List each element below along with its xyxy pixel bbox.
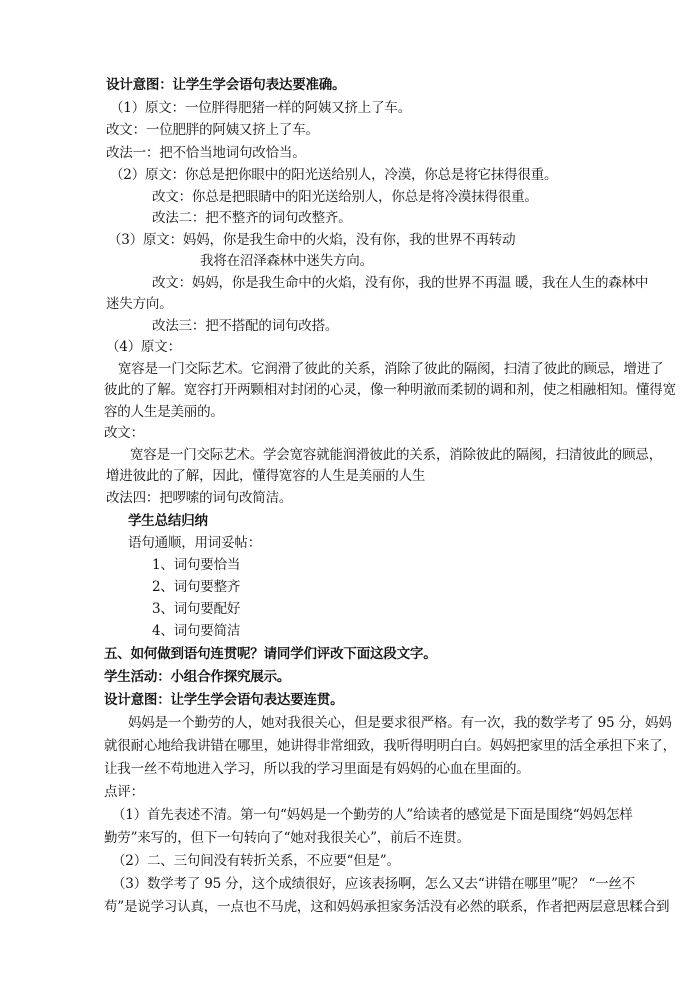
comment-1-l1: （1）首先表述不清。第一句“妈妈是一个勤劳的人”给读者的感觉是下面是围绕“妈妈怎样: [112, 807, 633, 823]
example-4-original-l2: 彼此的了解。宽容打开两颗相对封闭的心灵，像一种明澈而柔韧的调和剂，使之相融相知。懂得宽: [104, 382, 676, 398]
example-4-original-l1: 宽容是一门交际艺术。它润滑了彼此的关系，消除了彼此的隔阂，扫清了彼此的顾忌，增进了: [118, 361, 664, 377]
method-4: 改法四：把啰嗦的词句改简洁。: [106, 490, 293, 506]
comment-3-l2: 苟”是说学习认真，一点也不马虎，这和妈妈承担家务活没有必然的联系，作者把两层意思糅合到: [104, 899, 670, 915]
method-2: 改法二：把不整齐的词句改整齐。: [152, 210, 352, 226]
comment-3-l1: （3）数学考了 95 分，这个成绩很好，应该表扬啊，怎么又去“讲错在哪里”呢？ “一丝不: [112, 876, 636, 892]
comment-2: （2）二、三句间没有转折关系，不应要“但是”。: [112, 853, 400, 869]
summary-intro: 语句通顺，用词妥帖：: [128, 535, 261, 551]
design-intent-heading-2: 设计意图：让学生学会语句表达要连贯。: [104, 692, 344, 708]
example-4-revised-label: 改文：: [104, 425, 144, 441]
example-4-original-label: （4）原文：: [106, 339, 181, 355]
example-2-original: （2）原文：你总是把你眼中的阳光送给别人，冷漠，你总是将它抹得很重。: [110, 167, 558, 183]
passage-l1: 妈妈是一个勤劳的人，她对我很关心，但是要求很严格。有一次，我的数学考了 95 分，妈妈: [128, 715, 672, 731]
example-4-revised-l1: 宽容是一门交际艺术。学会宽容就能润滑彼此的关系，消除彼此的隔阂，扫清彼此的顾忌，: [130, 447, 662, 463]
passage-l3: 让我一丝不苟地进入学习，所以我的学习里面是有妈妈的心血在里面的。: [104, 761, 530, 777]
method-3: 改法三：把不搭配的词句改搭。: [152, 318, 339, 334]
summary-heading: 学生总结归纳: [128, 513, 208, 529]
comment-1-l2: 勤劳”来写的，但下一句转向了“她对我很关心”，前后不连贯。: [104, 830, 470, 846]
summary-item-3: 3、词句要配好: [152, 601, 241, 617]
example-4-revised-l2: 增进彼此的了解，因此，懂得宽容的人生是美丽的人生: [106, 468, 426, 484]
passage-l2: 就很耐心地给我讲错在哪里，她讲得非常细致，我听得明明白白。妈妈把家里的活全承担下来了，: [104, 738, 676, 754]
comment-label: 点评：: [104, 784, 144, 800]
example-1-original: （1）原文：一位胖得肥猪一样的阿姨又挤上了车。: [110, 100, 411, 116]
summary-item-4: 4、词句要简洁: [152, 623, 241, 639]
section-5-heading: 五、如何做到语句连贯呢？请同学们评改下面这段文字。: [104, 646, 437, 662]
method-1: 改法一：把不恰当地词句改恰当。: [106, 145, 306, 161]
example-4-original-l3: 容的人生是美丽的。: [104, 404, 224, 420]
example-2-revised: 改文：你总是把眼睛中的阳光送给别人，你总是将冷漠抹得很重。: [152, 189, 538, 205]
example-3-original-l2: 我将在沼泽森林中迷失方向。: [200, 253, 373, 269]
design-intent-heading-1: 设计意图：让学生学会语句表达要准确。: [106, 77, 346, 93]
example-1-revised: 改文：一位肥胖的阿姨又挤上了车。: [106, 122, 319, 138]
example-3-revised-l2: 迷失方向。: [106, 296, 173, 312]
summary-item-2: 2、词句要整齐: [152, 579, 241, 595]
student-activity: 学生活动：小组合作探究展示。: [104, 669, 291, 685]
example-3-original-l1: （3）原文：妈妈，你是我生命中的火焰，没有你，我的世界不再转动: [108, 232, 516, 248]
example-3-revised-l1: 改文：妈妈，你是我生命中的火焰，没有你，我的世界不再温 暖，我在人生的森林中: [152, 275, 649, 291]
summary-item-1: 1、词句要恰当: [152, 557, 241, 573]
